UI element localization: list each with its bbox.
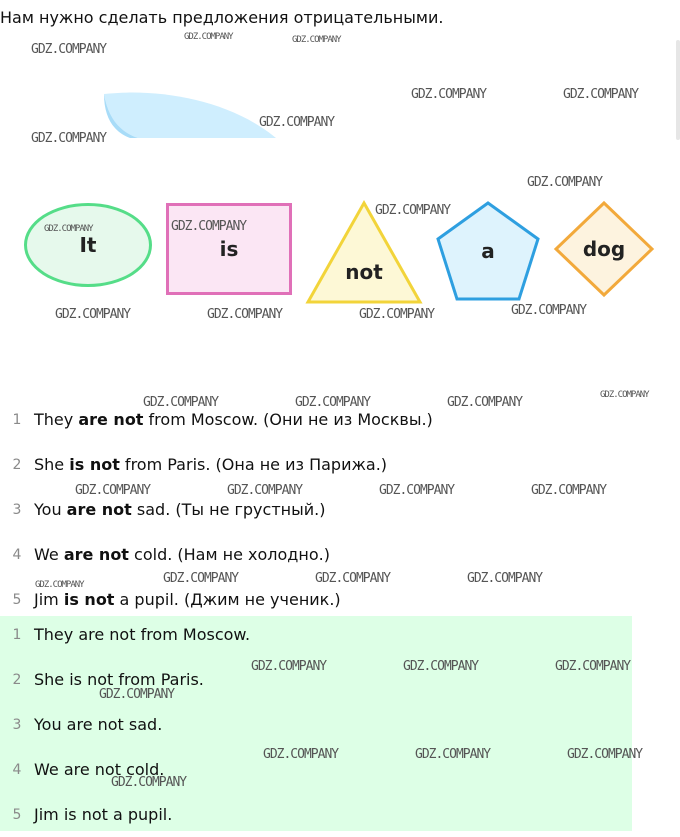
list-item: 1 They are not from Moscow. (Они не из Москвы.) <box>0 397 433 442</box>
watermark: GDZ.COMPANY <box>600 390 649 400</box>
watermark: GDZ.COMPANY <box>375 203 451 218</box>
item-number: 4 <box>12 546 22 563</box>
watermark: GDZ.COMPANY <box>31 131 107 146</box>
watermark: GDZ.COMPANY <box>467 571 543 586</box>
list-item: 3 You are not sad. (Ты не грустный.) <box>0 487 325 532</box>
answer-text: They are not from Moscow. <box>34 625 251 644</box>
answer-text: Jim is not a pupil. <box>34 805 173 824</box>
watermark: GDZ.COMPANY <box>163 571 239 586</box>
watermark: GDZ.COMPANY <box>259 115 335 130</box>
item-number: 1 <box>12 411 22 428</box>
watermark: GDZ.COMPANY <box>527 175 603 190</box>
list-item: 5 Jim is not a pupil. (Джим не ученик.) <box>0 577 341 622</box>
watermark: GDZ.COMPANY <box>411 87 487 102</box>
answer-text: We are not cold. <box>34 760 165 779</box>
ellipse-shape <box>24 203 152 287</box>
answer-text: You are not sad. <box>34 715 163 734</box>
page-title: Нам нужно сделать предложения отрицательными. <box>0 8 444 27</box>
watermark: GDZ.COMPANY <box>292 35 341 45</box>
item-number: 4 <box>12 761 22 778</box>
watermark: GDZ.COMPANY <box>171 219 247 234</box>
decorative-swoosh-icon <box>100 88 280 140</box>
answer-list <box>0 616 632 831</box>
watermark: GDZ.COMPANY <box>207 307 283 322</box>
watermark: GDZ.COMPANY <box>415 747 491 762</box>
scrollbar[interactable] <box>676 40 680 140</box>
shape-label-a: a <box>481 239 495 263</box>
item-number: 2 <box>12 671 22 688</box>
item-number: 2 <box>12 456 22 473</box>
watermark: GDZ.COMPANY <box>555 659 631 674</box>
watermark: GDZ.COMPANY <box>55 307 131 322</box>
watermark: GDZ.COMPANY <box>295 395 371 410</box>
watermark: GDZ.COMPANY <box>359 307 435 322</box>
watermark: GDZ.COMPANY <box>263 747 339 762</box>
watermark: GDZ.COMPANY <box>143 395 219 410</box>
pentagon-shape <box>434 199 542 303</box>
item-number: 1 <box>12 626 22 643</box>
item-number: 5 <box>12 591 22 608</box>
list-item <box>0 612 250 657</box>
exercise-list <box>0 397 680 622</box>
watermark: GDZ.COMPANY <box>31 42 107 57</box>
list-item: 2 She is not from Paris. (Она не из Парижа.) <box>0 442 387 487</box>
watermark: GDZ.COMPANY <box>99 687 175 702</box>
shape-label-it: It <box>79 233 97 257</box>
item-number: 5 <box>12 806 22 823</box>
watermark: GDZ.COMPANY <box>35 580 84 590</box>
watermark: GDZ.COMPANY <box>531 483 607 498</box>
watermark: GDZ.COMPANY <box>111 775 187 790</box>
watermark: GDZ.COMPANY <box>44 224 93 234</box>
square-shape <box>166 203 292 295</box>
watermark: GDZ.COMPANY <box>511 303 587 318</box>
watermark: GDZ.COMPANY <box>315 571 391 586</box>
list-item <box>0 792 172 837</box>
item-number: 3 <box>12 501 22 518</box>
list-item: 4 We are not cold. (Нам не холодно.) <box>0 532 330 577</box>
watermark: GDZ.COMPANY <box>567 747 643 762</box>
shape-label-is: is <box>219 237 239 261</box>
shape-label-dog: dog <box>582 237 626 261</box>
item-number: 3 <box>12 716 22 733</box>
shape-label-not: not <box>345 260 383 284</box>
watermark: GDZ.COMPANY <box>563 87 639 102</box>
watermark: GDZ.COMPANY <box>184 32 233 42</box>
watermark: GDZ.COMPANY <box>251 659 327 674</box>
diamond-shape <box>552 199 656 299</box>
watermark: GDZ.COMPANY <box>447 395 523 410</box>
watermark: GDZ.COMPANY <box>379 483 455 498</box>
watermark: GDZ.COMPANY <box>227 483 303 498</box>
word-shapes <box>0 195 680 310</box>
watermark: GDZ.COMPANY <box>75 483 151 498</box>
list-item <box>0 702 162 747</box>
answer-text: She is not from Paris. <box>34 670 204 689</box>
watermark: GDZ.COMPANY <box>403 659 479 674</box>
